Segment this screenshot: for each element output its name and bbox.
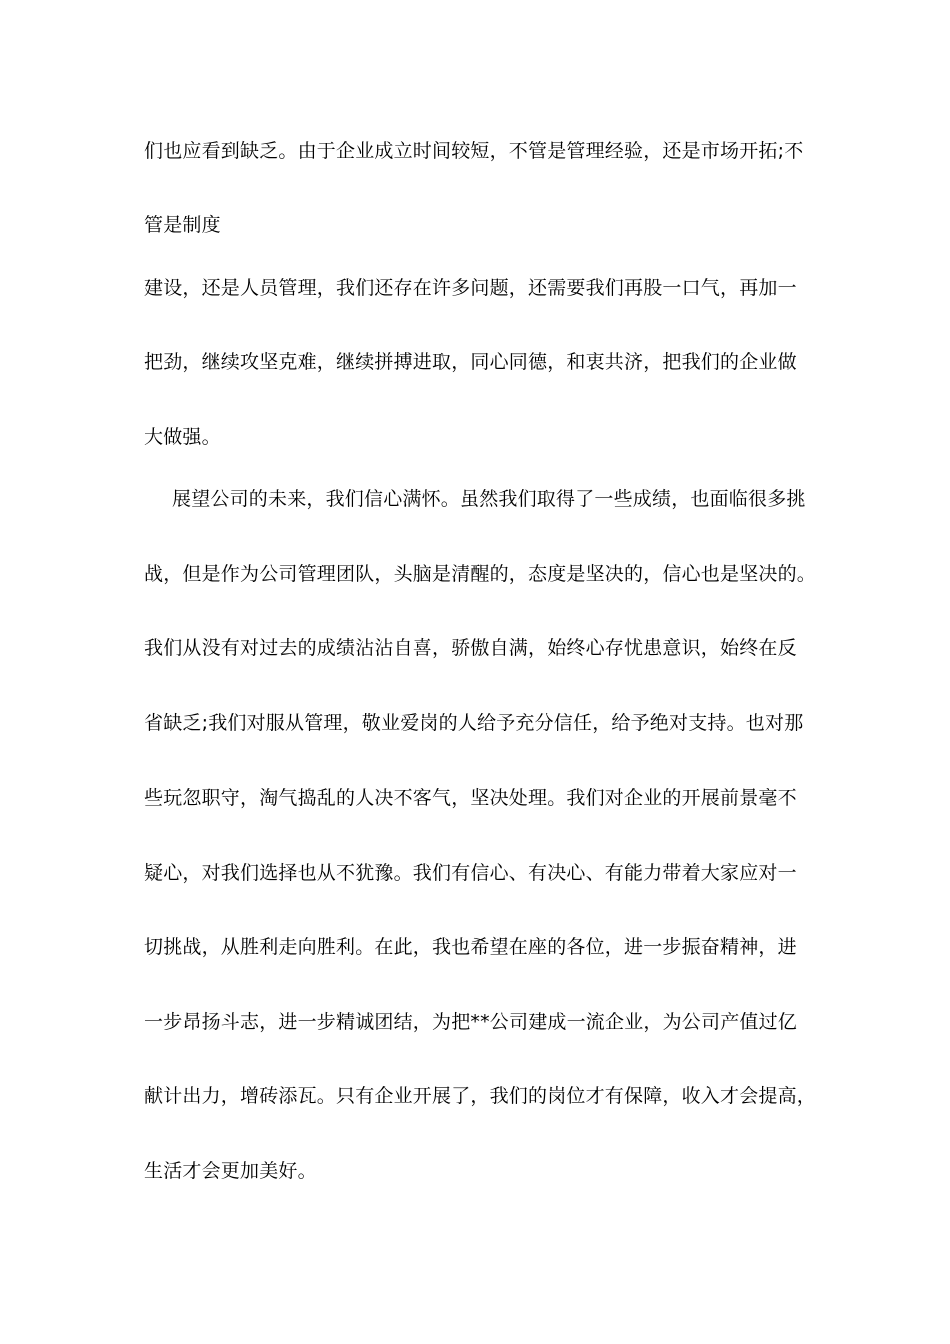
- paragraph-line: 战，但是作为公司管理团队，头脑是清醒的，态度是坚决的，信心也是坚决的。: [144, 563, 817, 585]
- paragraph-line: 献计出力，增砖添瓦。只有企业开展了，我们的岗位才有保障，收入才会提高，: [144, 1085, 817, 1107]
- paragraph-line: 大做强。: [144, 426, 221, 448]
- paragraph-line: 们也应看到缺乏。由于企业成立时间较短，不管是管理经验，还是市场开拓;不: [144, 140, 804, 162]
- paragraph-first-line: 展望公司的未来，我们信心满怀。虽然我们取得了一些成绩，也面临很多挑: [172, 488, 806, 510]
- paragraph-line: 建设，还是人员管理，我们还存在许多问题，还需要我们再股一口气，再加一: [144, 277, 797, 299]
- paragraph-line: 疑心，对我们选择也从不犹豫。我们有信心、有决心、有能力带着大家应对一: [144, 862, 797, 884]
- paragraph-line: 一步昂扬斗志，进一步精诚团结，为把**公司建成一流企业，为公司产值过亿: [144, 1011, 798, 1033]
- paragraph-line: 把劲，继续攻坚克难，继续拼搏进取，同心同德，和衷共济，把我们的企业做: [144, 351, 797, 373]
- paragraph-line: 生活才会更加美好。: [144, 1160, 317, 1182]
- paragraph-line: 切挑战，从胜利走向胜利。在此，我也希望在座的各位，进一步振奋精神，进: [144, 936, 797, 958]
- paragraph-line: 管是制度: [144, 214, 221, 236]
- paragraph-line: 些玩忽职守，淘气捣乱的人决不客气，坚决处理。我们对企业的开展前景毫不: [144, 787, 797, 809]
- paragraph-line: 我们从没有对过去的成绩沾沾自喜，骄傲自满，始终心存忧患意识，始终在反: [144, 637, 797, 659]
- paragraph-line: 省缺乏;我们对服从管理，敬业爱岗的人给予充分信任，给予绝对支持。也对那: [144, 712, 804, 734]
